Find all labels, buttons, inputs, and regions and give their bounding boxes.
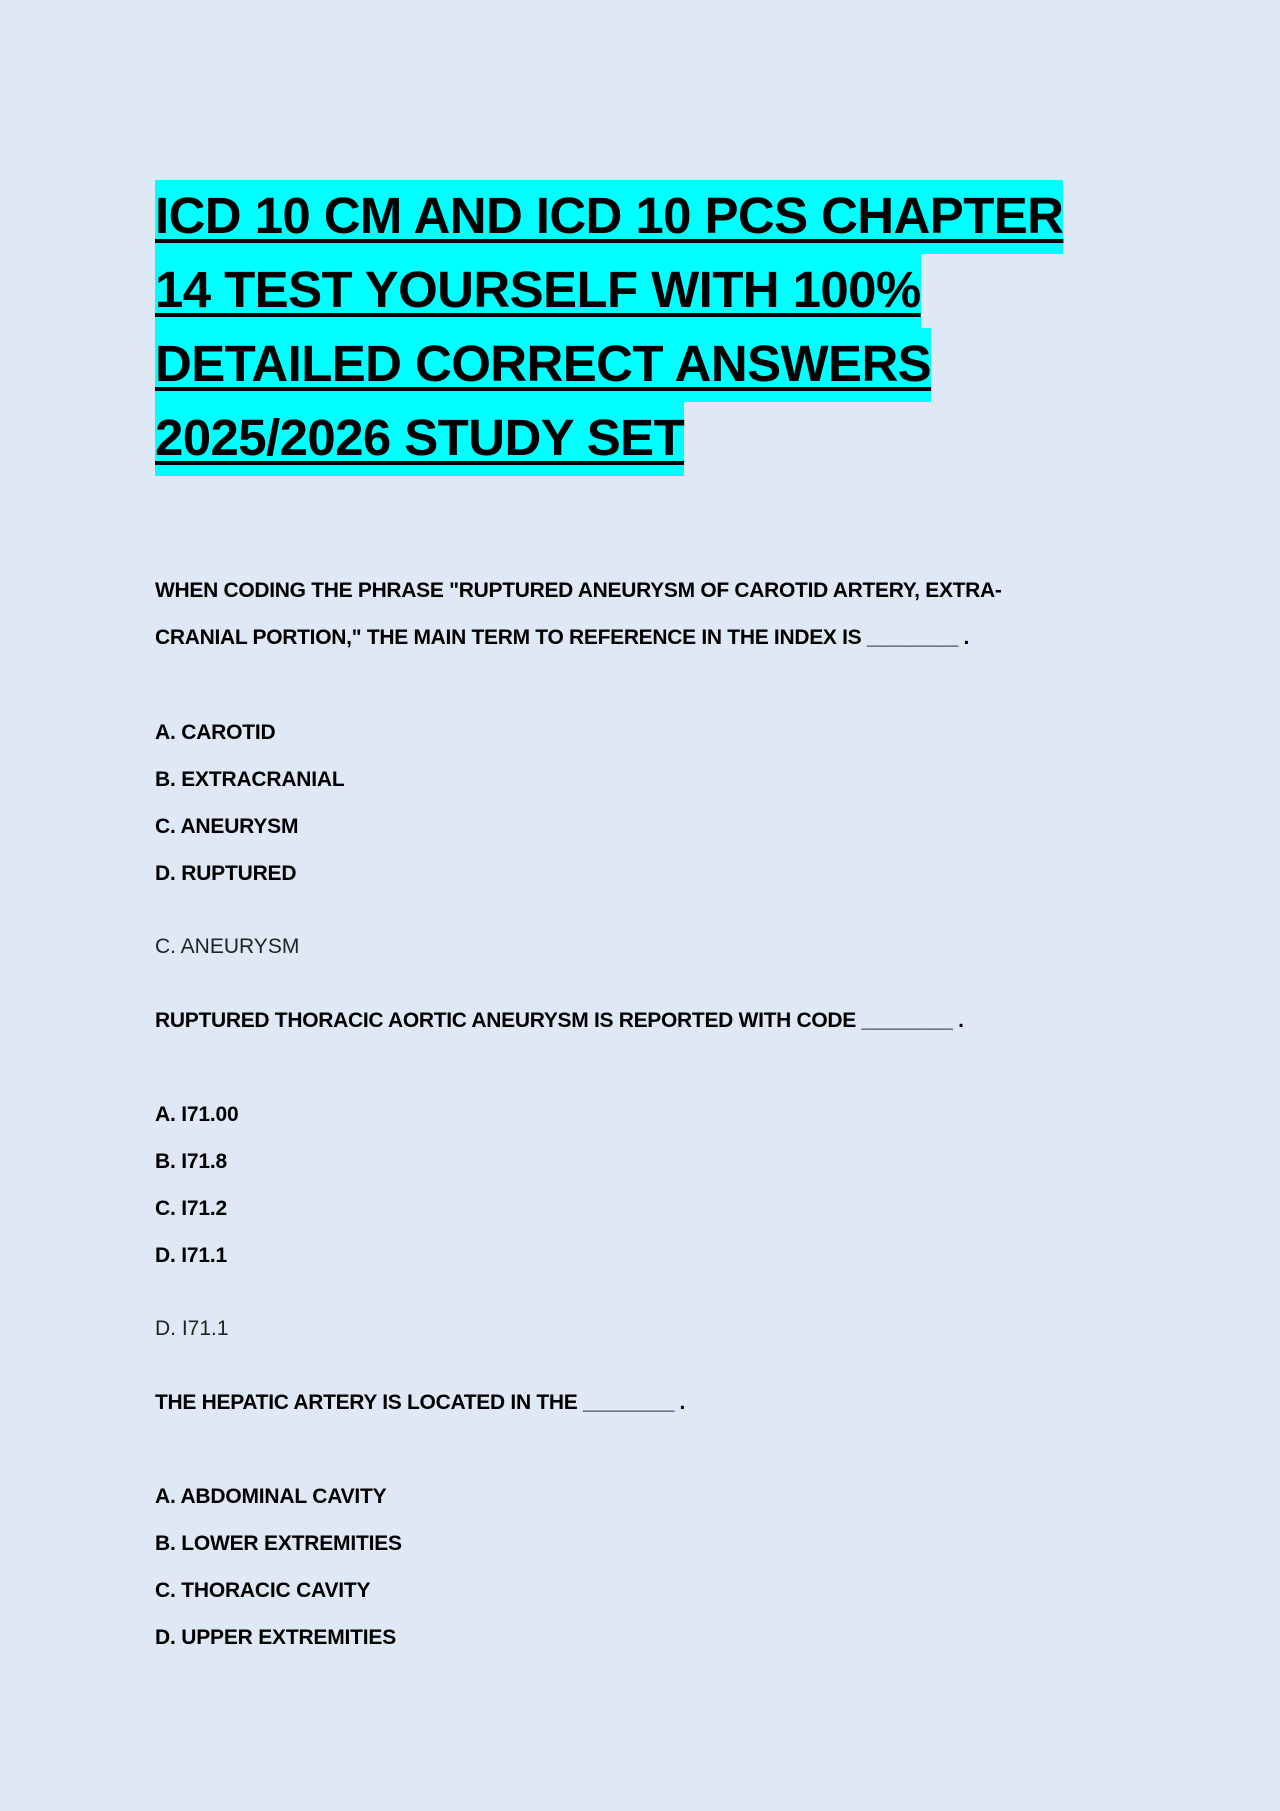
document-title	[155, 180, 1155, 476]
question-3-options	[155, 1473, 402, 1661]
option-b: B. LOWER EXTREMITIES	[155, 1532, 402, 1555]
option-d: D. I71.1	[155, 1244, 227, 1267]
title-line: 14 TEST YOURSELF WITH 100%	[155, 254, 921, 328]
question-3-text	[155, 1379, 1055, 1426]
option-a: A. ABDOMINAL CAVITY	[155, 1485, 387, 1508]
title-line: 2025/2026 STUDY SET	[155, 402, 684, 476]
question-line: WHEN CODING THE PHRASE "RUPTURED ANEURYSM OF CAROTID ARTERY, EXTRA-	[155, 579, 1002, 602]
option-a: A. CAROTID	[155, 721, 276, 744]
option-d: D. UPPER EXTREMITIES	[155, 1626, 397, 1649]
question-line: CRANIAL PORTION," THE MAIN TERM TO REFERENCE IN THE INDEX IS ________ .	[155, 626, 970, 649]
option-c: C. THORACIC CAVITY	[155, 1579, 371, 1602]
option-b: B. EXTRACRANIAL	[155, 768, 345, 791]
question-2-answer: D. I71.1	[155, 1317, 229, 1340]
question-2-options	[155, 1091, 238, 1279]
option-c: C. I71.2	[155, 1197, 227, 1220]
question-line: RUPTURED THORACIC AORTIC ANEURYSM IS REPORTED WITH CODE ________ .	[155, 1009, 964, 1032]
title-line: ICD 10 CM AND ICD 10 PCS CHAPTER	[155, 180, 1063, 254]
question-2-text	[155, 997, 1055, 1044]
question-1-text	[155, 567, 1055, 661]
option-b: B. I71.8	[155, 1150, 227, 1173]
question-1-answer: C. ANEURYSM	[155, 935, 300, 958]
question-1-options	[155, 709, 345, 897]
document-page	[155, 0, 1155, 1811]
title-line: DETAILED CORRECT ANSWERS	[155, 328, 931, 402]
option-a: A. I71.00	[155, 1103, 239, 1126]
option-d: D. RUPTURED	[155, 862, 297, 885]
question-line: THE HEPATIC ARTERY IS LOCATED IN THE ________ .	[155, 1391, 686, 1414]
option-c: C. ANEURYSM	[155, 815, 299, 838]
